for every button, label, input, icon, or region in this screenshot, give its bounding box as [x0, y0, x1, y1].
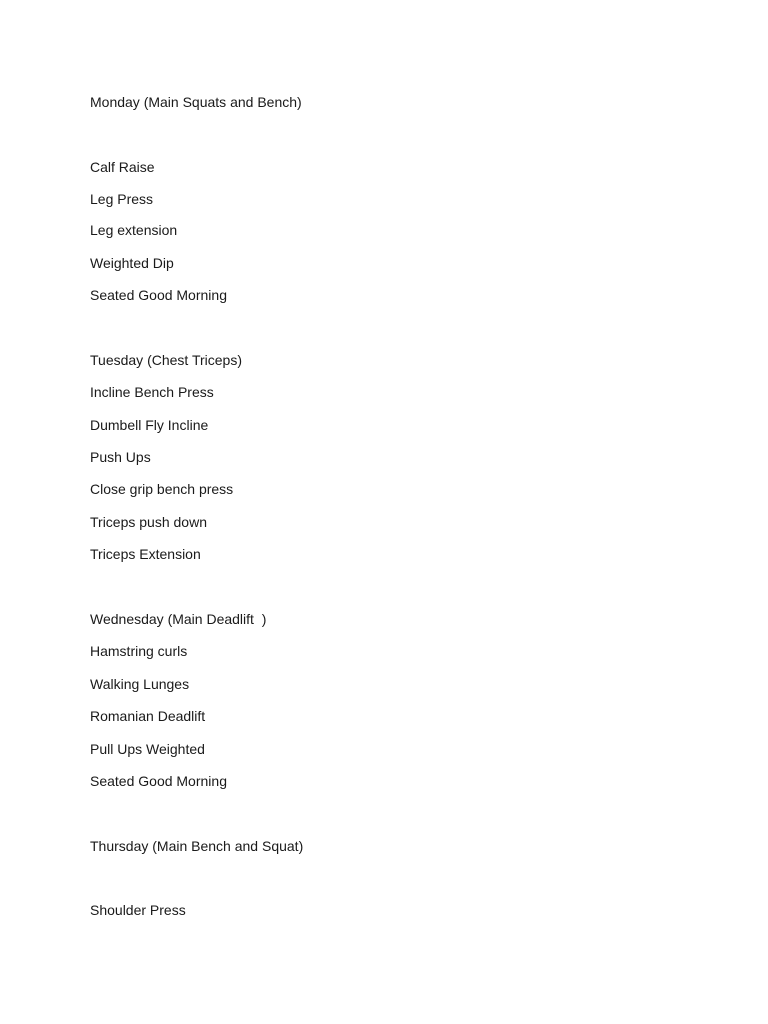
day-heading-wednesday: Wednesday (Main Deadlift ) [90, 611, 267, 627]
exercise-item: Dumbell Fly Incline [90, 417, 209, 433]
exercise-item: Seated Good Morning [90, 773, 227, 789]
exercise-item: Pull Ups Weighted [90, 741, 205, 757]
exercise-item: Hamstring curls [90, 643, 188, 659]
exercise-item: Push Ups [90, 449, 151, 465]
day-heading-tuesday: Tuesday (Chest Triceps) [90, 352, 242, 368]
exercise-item: Calf Raise [90, 159, 155, 175]
exercise-item: Romanian Deadlift [90, 708, 206, 724]
exercise-item: Leg extension [90, 222, 178, 238]
exercise-item: Leg Press [90, 191, 154, 207]
exercise-item: Triceps push down [90, 514, 207, 530]
day-heading-monday: Monday (Main Squats and Bench) [90, 94, 302, 110]
exercise-item: Weighted Dip [90, 255, 174, 271]
exercise-item: Shoulder Press [90, 902, 186, 918]
exercise-item: Walking Lunges [90, 676, 190, 692]
day-heading-thursday: Thursday (Main Bench and Squat) [90, 838, 304, 854]
exercise-item: Triceps Extension [90, 546, 201, 562]
exercise-item: Close grip bench press [90, 481, 234, 497]
exercise-item: Incline Bench Press [90, 384, 214, 400]
exercise-item: Seated Good Morning [90, 287, 227, 303]
